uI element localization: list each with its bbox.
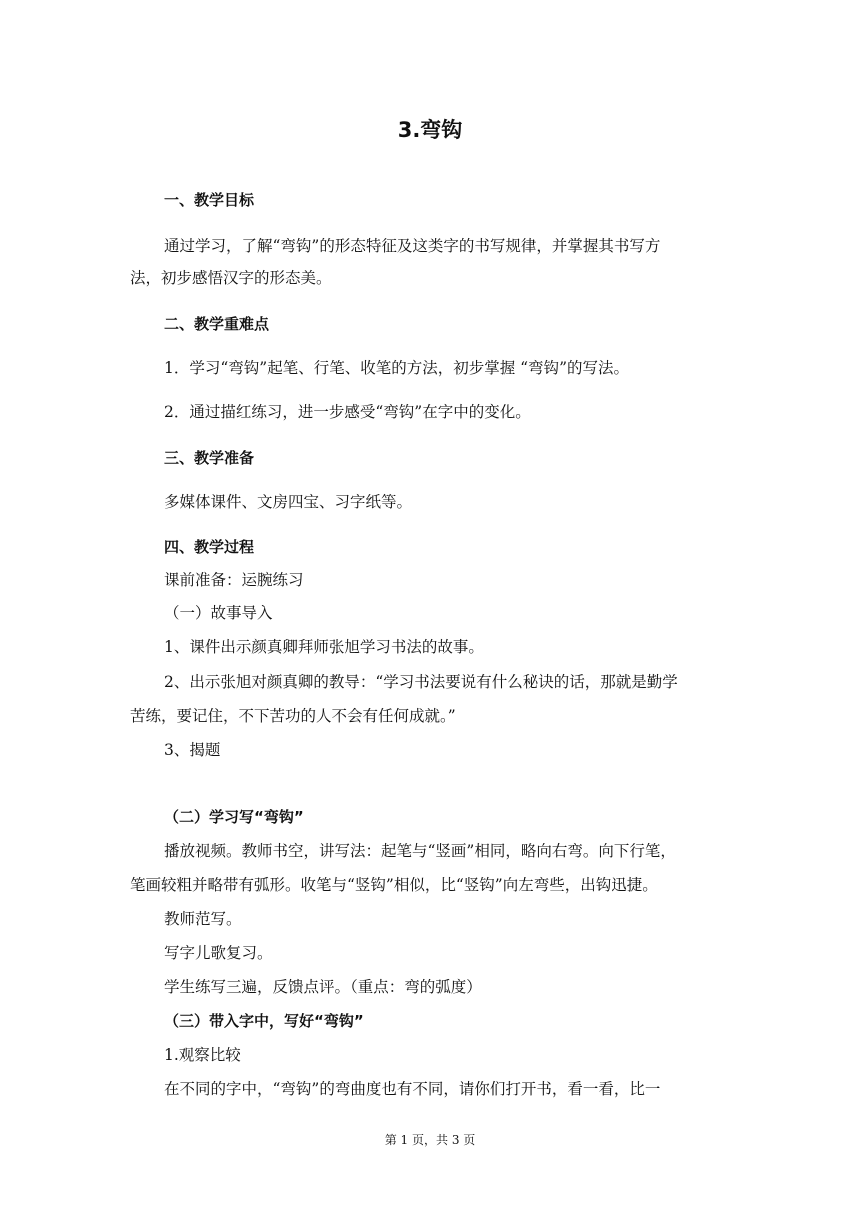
paragraph-line: 在不同的字中，“弯钩”的弯曲度也有不同，请你们打开书，看一看，比一 <box>164 1080 661 1098</box>
paragraph-line: 教师范写。 <box>164 910 242 928</box>
document-title: 3.弯钩 <box>397 118 463 142</box>
section-heading-preparation: 三、教学准备 <box>164 449 255 467</box>
subsection-heading: （一）故事导入 <box>164 604 273 622</box>
paragraph-line: 苦练，要记住，不下苦功的人不会有任何成就。” <box>130 707 456 725</box>
section-heading-process: 四、教学过程 <box>164 538 255 556</box>
section-heading-objectives: 一、教学目标 <box>164 191 255 209</box>
paragraph-line: 学生练写三遍，反馈点评。（重点：弯的弧度） <box>164 978 482 996</box>
paragraph-line: 通过学习，了解“弯钩”的形态特征及这类字的书写规律，并掌握其书写方 <box>164 237 661 255</box>
paragraph-line: 法，初步感悟汉字的形态美。 <box>130 269 332 287</box>
list-item: 3、揭题 <box>164 741 221 759</box>
subsection-heading: （二）学习写“弯钩” <box>164 808 304 826</box>
paragraph-line: 1.观察比较 <box>164 1046 241 1064</box>
paragraph-line: 课前准备：运腕练习 <box>164 571 304 589</box>
paragraph-line: 多媒体课件、文房四宝、习字纸等。 <box>164 493 413 511</box>
subsection-heading: （三）带入字中，写好“弯钩” <box>164 1012 364 1030</box>
list-item: 2、出示张旭对颜真卿的教导：“学习书法要说有什么秘诀的话，那就是勤学 <box>164 673 678 691</box>
list-item: 2．通过描红练习，进一步感受“弯钩”在字中的变化。 <box>164 403 531 421</box>
page-footer: 第 1 页，共 3 页 <box>384 1133 476 1147</box>
list-item: 1．学习“弯钩”起笔、行笔、收笔的方法，初步掌握 “弯钩”的写法。 <box>164 359 629 377</box>
paragraph-line: 笔画较粗并略带有弧形。收笔与“竖钩”相似，比“竖钩”向左弯些，出钩迅捷。 <box>130 876 658 894</box>
paragraph-line: 播放视频。教师书空，讲写法：起笔与“竖画”相同，略向右弯。向下行笔， <box>164 842 676 860</box>
paragraph-line: 写字儿歌复习。 <box>164 944 273 962</box>
section-heading-key-points: 二、教学重难点 <box>164 315 270 333</box>
list-item: 1、课件出示颜真卿拜师张旭学习书法的故事。 <box>164 638 484 656</box>
